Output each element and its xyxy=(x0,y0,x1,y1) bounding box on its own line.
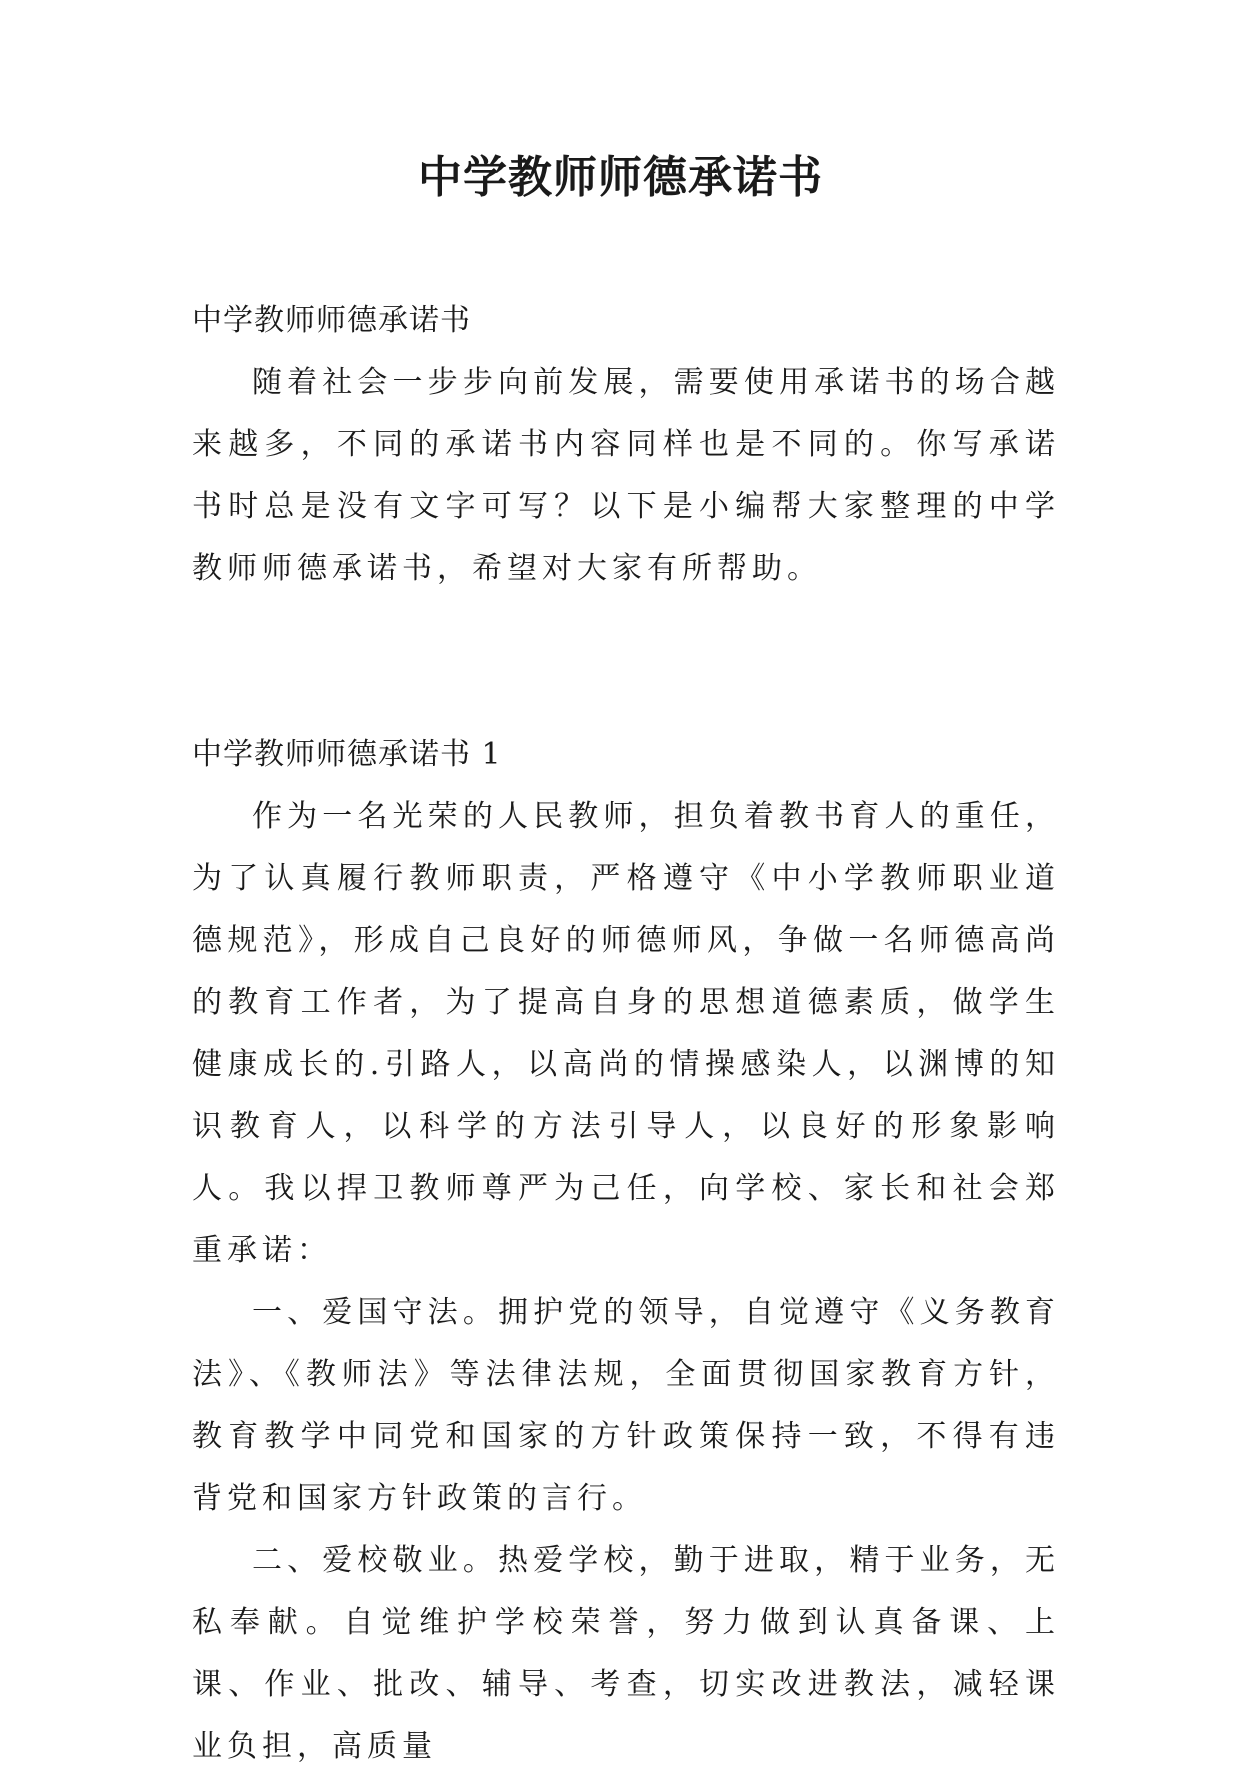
intro-paragraph: 随着社会一步步向前发展，需要使用承诺书的场合越来越多，不同的承诺书内容同样也是不同的。你写承诺书时总是没有文字可写？以下是小编帮大家整理的中学教师师德承诺书，希望对大家有所帮助。 xyxy=(192,365,1060,586)
section1-paragraph-patriotism: 一、爱国守法。拥护党的领导，自觉遵守《义务教育法》、《教师法》等法律法规，全面贯彻国家教育方针，教育教学中同党和国家的方针政策保持一致，不得有违背党和国家方针政策的言行。 xyxy=(192,1295,1060,1516)
section1-paragraph-commitment-intro: 作为一名光荣的人民教师，担负着教书育人的重任，为了认真履行教师职责，严格遵守《中小学教师职业道德规范》，形成自己良好的师德师风，争做一名师德高尚的教育工作者，为了提高自身的思想道德素质，做学生健康成长的.引路人，以高尚的情操感染人，以渊博的知识教育人，以科学的方法引导人，以良好的形象影响人。我以捍卫教师尊严为己任，向学校、家长和社会郑重承诺： xyxy=(192,799,1060,1268)
section-spacer xyxy=(192,600,1060,724)
document-body xyxy=(192,290,1060,1778)
document-title: 中学教师师德承诺书 xyxy=(418,152,823,203)
section1-paragraph-dedication: 二、爱校敬业。热爱学校，勤于进取，精于业务，无私奉献。自觉维护学校荣誉，努力做到认真备课、上课、作业、批改、辅导、考查，切实改进教法，减轻课业负担，高质量 xyxy=(192,1543,1060,1764)
intro-heading: 中学教师师德承诺书 xyxy=(192,303,471,338)
section1-heading: 中学教师师德承诺书 1 xyxy=(192,737,502,772)
